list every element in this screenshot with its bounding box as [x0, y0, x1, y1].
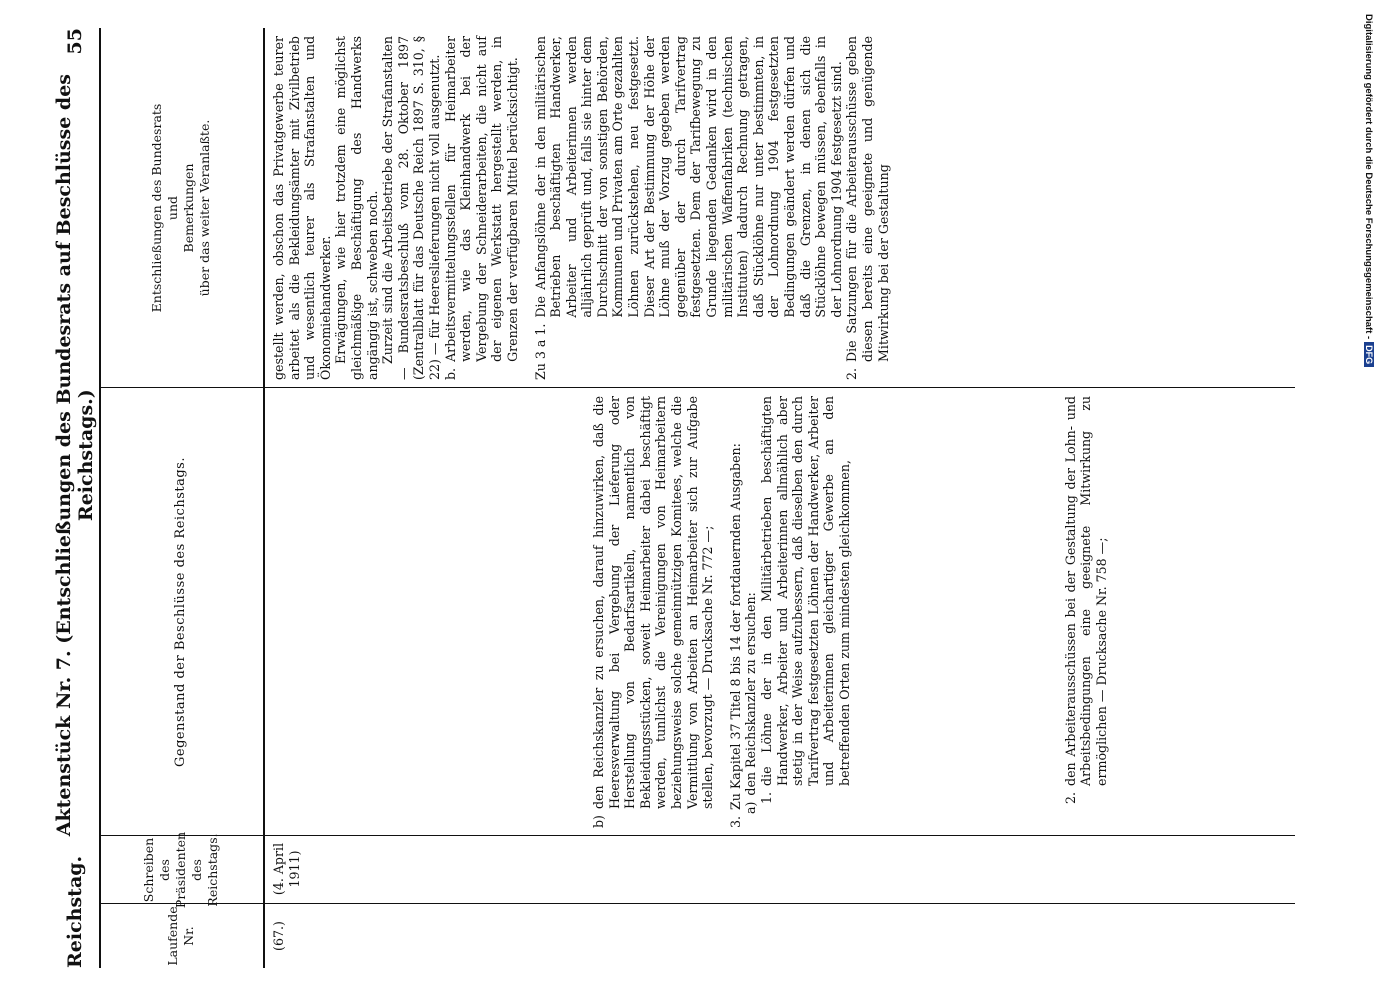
- item-text: Die Anfangslöhne der in den militärischen Betrieben beschäftigten Handwerker, Arbeiter und Arbeiterinnen werden alljährlich geprüft und, falls sie hinter dem Durchschnitt der von sonstigen Behörden, Kommunen und Privaten am Orte gezahlten Löhnen zurückstehen, neu festgesetzt. Dieser Art der Bestimmung der Höhe der Löhne muß der Vorzug gegeben werden gegenüber der durch Tarifvertrag festgesetzten. Dem der Tarifbewegung zu Grunde liegenden Gedanken wird in den militärischen Waffenfabriken (technischen Instituten) dadurch Rechnung getragen, daß Stücklöhne nur unter bestimmten, in der Lohnordnung 1904 festgesetzten Bedingungen geändert werden dürfen und daß die Grenzen, in denen sich die Stücklöhne bewegen müssen, ebenfalls in der Lohnordnung 1904 festgesetzt sind.: [532, 36, 844, 318]
- item-text: die Löhne der in den Militärbetrieben beschäftigten Handwerker, Arbeiter und Arbeiterinnen allmählich aber stetig in der Weise aufzubessern, daß dieselben den durch Tarifvertrag festgesetzten Löhnen der Handwerker, Arbeiter und Arbeiterinnen gleichartiger Gewerbe an den betreffenden Orten zum mindesten gleichkommen,: [758, 396, 852, 786]
- col-header-schreiben-text: Schreiben des Präsidenten des Reichstags.: [141, 831, 220, 909]
- item-label: a): [743, 801, 759, 814]
- header-title: Aktenstück Nr. 7. (Entschließungen des Bundesrats auf Beschlüsse des Reichstags.): [53, 74, 97, 837]
- entschl-para-3: Zurzeit sind die Arbeitsbetriebe der Strafanstalten — Bundesratsbeschluß vom 28. Oktober 1897 (Zentralblatt für das Deutsche Reich 1897 S. 310, § 22) — für Heereslieferungen nicht voll ausgenutzt.: [380, 36, 442, 380]
- digitization-credit: [1352, 6, 1376, 996]
- col-header-entschl-line3: Bemerkungen: [181, 163, 196, 253]
- header-bottom-rule: [263, 28, 265, 968]
- item-label: 2.: [1062, 791, 1078, 804]
- dfg-logo: DFG: [1364, 342, 1374, 367]
- credit-line: [1363, 14, 1374, 367]
- gegenstand-item-3a1: [759, 396, 853, 828]
- col-header-entschl-line1: Entschließungen des Bundesrats: [149, 103, 164, 313]
- table-top-rule: [99, 28, 101, 968]
- item-label: 3.: [727, 815, 743, 828]
- entschl-item-b: [443, 36, 521, 380]
- entschl-item-3a1: [533, 36, 845, 380]
- item-label: b): [591, 815, 606, 828]
- entschl-item-2: [844, 36, 891, 380]
- gegenstand-item-3: [728, 396, 744, 828]
- gegenstand-item-3a: [743, 396, 759, 828]
- entschl-para-2: Erwägungen, wie hier trotzdem eine möglichst gleichmäßige Beschäftigung des Handwerks angängig ist, schweben noch.: [333, 36, 380, 380]
- col-header-gegenstand-text: Gegenstand der Beschlüsse des Reichstags.: [173, 457, 188, 767]
- header-left: Reichstag.: [64, 855, 86, 968]
- col-header-lfd: [103, 904, 259, 968]
- running-header: [55, 28, 95, 968]
- page-sheet: [55, 28, 1295, 968]
- page-number: 55: [64, 28, 86, 55]
- column-divider: [99, 387, 1295, 388]
- item-text: Zu Kapitel 37 Titel 8 bis 14 der fortdauernden Ausgaben:: [727, 443, 743, 810]
- item-text: den Reichskanzler zu ersuchen:: [743, 592, 759, 796]
- col-header-entschl-line2: und: [165, 195, 180, 221]
- item-text: Arbeitsvermittelungsstellen für Heimarbeiter werden, wie das Kleinhandwerk bei der Vergebung der Schneiderarbeiten, die nicht auf der eigenen Werkstatt hergestellt werden, in Grenzen der verfügbaren Mittel berücksichtigt.: [442, 36, 520, 362]
- entschl-para-1: gestellt werden, obschon das Privatgewerbe teurer arbeitet als die Bekleidungsämter mit Zivilbetrieb und wesentlich teurer als Strafanstalten und Ökonomiehandwerker.: [271, 36, 333, 380]
- row-lfd: (67.): [271, 921, 286, 951]
- col-header-entschl-line4: über das weiter Veranlaßte.: [197, 119, 212, 297]
- item-label: 2.: [844, 367, 860, 380]
- col-header-lfd-text: Laufende Nr.: [165, 906, 196, 966]
- item-label: 1.: [758, 791, 774, 804]
- entschliessungen-column: [271, 36, 891, 380]
- item-text: den Arbeiterausschüssen bei der Gestaltung der Lohn- und Arbeitsbedingungen eine geeignete Mitwirkung zu ermöglichen — Drucksache Nr. 758 —;: [1062, 396, 1109, 786]
- column-divider: [99, 835, 1295, 836]
- item-label: Zu 3 a 1.: [532, 323, 548, 380]
- item-text: Die Satzungen für die Arbeiterausschüsse geben diesen bereits eine geeignete und genügende Mitwirkung bei der Gestaltung: [844, 36, 891, 362]
- gegenstand-column: [591, 396, 1109, 828]
- gegenstand-item-3a2: [1063, 396, 1110, 828]
- column-divider: [99, 903, 1295, 904]
- col-header-entschliessungen: [103, 30, 259, 386]
- gegenstand-item-b: [591, 396, 716, 828]
- item-text: den Reichskanzler zu ersuchen, darauf hinzuwirken, daß die Heeresverwaltung bei Vergebung der Lieferung oder Herstellung von Bedarfsartikeln, namentlich von Bekleidungsstücken, soweit Heimarbeiter dabei beschäftigt werden, tunlichst die Vereinigungen von Heimarbeitern beziehungsweise solche gemeinnützigen Komitees, welche die Vermittlung von Arbeiten an Heimarbeiter sich zur Aufgabe stellen, bevorzugt — Drucksache Nr. 772 —;: [591, 396, 716, 810]
- row-schreiben: (4. April 1911): [271, 842, 302, 896]
- col-header-schreiben: [103, 831, 259, 909]
- col-header-gegenstand: [103, 390, 259, 834]
- credit-text: Digitalisierung gefördert durch die Deutsche Forschungsgemeinschaft -: [1363, 14, 1374, 340]
- item-label: b.: [442, 367, 458, 380]
